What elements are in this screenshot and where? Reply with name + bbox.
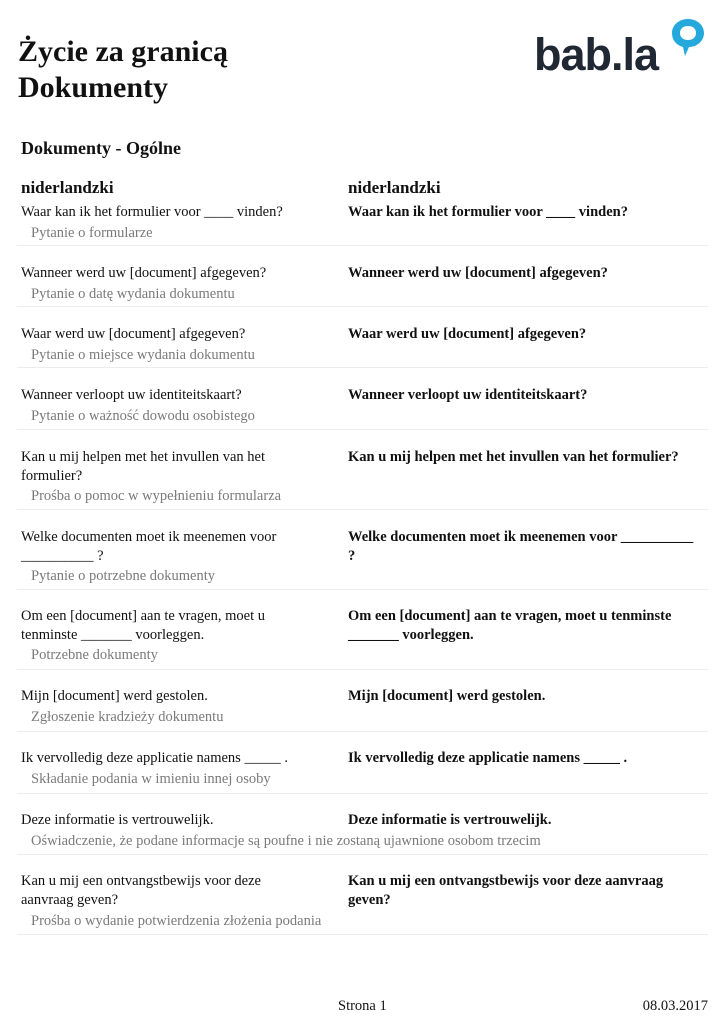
phrase-note: Potrzebne dokumenty [31,647,158,663]
phrase-note: Pytanie o datę wydania dokumentu [31,286,235,302]
phrase-source: Om een [document] aan te vragen, moet u tenminste _______ voorleggen. [21,608,265,643]
phrase-row [17,246,708,307]
phrase-note: Oświadczenie, że podane informacje są poufne i nie zostaną ujawnione osobom trzecim [31,833,541,849]
phrase-row [17,855,708,935]
phrase-note: Pytanie o potrzebne dokumenty [31,568,216,584]
phrase-target: Deze informatie is vertrouwelijk. [348,812,552,828]
footer-date: 08.03.2017 [642,998,708,1014]
column-header-target: niderlandzki [348,178,441,197]
phrase-source: Deze informatie is vertrouwelijk. [21,812,214,828]
phrase-row [17,732,708,794]
phrase-list [17,203,708,935]
phrase-source: Ik vervolledig deze applicatie namens _____ . [21,750,288,766]
phrase-row [17,430,708,510]
phrase-row [17,307,708,368]
phrase-target: Wanneer verloopt uw identiteitskaart? [348,387,588,403]
phrase-row [17,203,708,246]
phrase-target: Welke documenten moet ik meenemen voor __________ ? [348,529,694,564]
phrase-note: Pytanie o formularze [31,225,153,241]
phrase-target: Waar kan ik het formulier voor ____ vinden? [348,204,628,220]
phrase-target: Waar werd uw [document] afgegeven? [348,326,587,342]
speech-bubble-icon [668,16,708,58]
phrase-note: Składanie podania w imieniu innej osoby [31,771,271,787]
title-line-1: Życie za granicą [18,35,228,68]
logo-wordmark: bab.la [534,29,659,80]
phrase-source: Welke documenten moet ik meenemen voor __________ ? [21,529,277,564]
section-title: Dokumenty - Ogólne [21,138,182,158]
phrase-source: Waar kan ik het formulier voor ____ vinden? [21,204,283,220]
phrase-row [17,590,708,670]
phrase-source: Mijn [document] werd gestolen. [21,688,208,704]
phrase-source: Wanneer werd uw [document] afgegeven? [21,265,267,281]
phrase-target: Wanneer werd uw [document] afgegeven? [348,265,608,281]
phrase-source: Wanneer verloopt uw identiteitskaart? [21,387,242,403]
phrase-note: Pytanie o ważność dowodu osobistego [31,408,255,424]
phrase-row [17,794,708,855]
page-number: Strona 1 [338,998,387,1014]
phrase-row [17,510,708,590]
phrase-source: Kan u mij een ontvangstbewijs voor deze aanvraag geven? [21,873,261,908]
phrase-target: Om een [document] aan te vragen, moet u tenminste _______ voorleggen. [348,608,672,643]
phrase-target: Ik vervolledig deze applicatie namens _____ . [348,750,628,766]
phrase-note: Zgłoszenie kradzieży dokumentu [31,709,224,725]
page-title [18,34,228,106]
phrase-target: Mijn [document] werd gestolen. [348,688,546,704]
column-header-source: niderlandzki [21,178,114,197]
title-line-2: Dokumenty [18,71,169,104]
phrase-target: Kan u mij helpen met het invullen van het formulier? [348,449,679,465]
phrase-target: Kan u mij een ontvangstbewijs voor deze aanvraag geven? [348,873,664,908]
phrase-note: Prośba o wydanie potwierdzenia złożenia podania [31,913,322,929]
phrase-source: Waar werd uw [document] afgegeven? [21,326,246,342]
babla-logo [534,16,708,80]
phrase-note: Prośba o pomoc w wypełnieniu formularza [31,488,282,504]
phrase-row [17,368,708,430]
phrase-note: Pytanie o miejsce wydania dokumentu [31,347,255,363]
phrase-row [17,670,708,732]
phrase-source: Kan u mij helpen met het invullen van het formulier? [21,449,266,484]
